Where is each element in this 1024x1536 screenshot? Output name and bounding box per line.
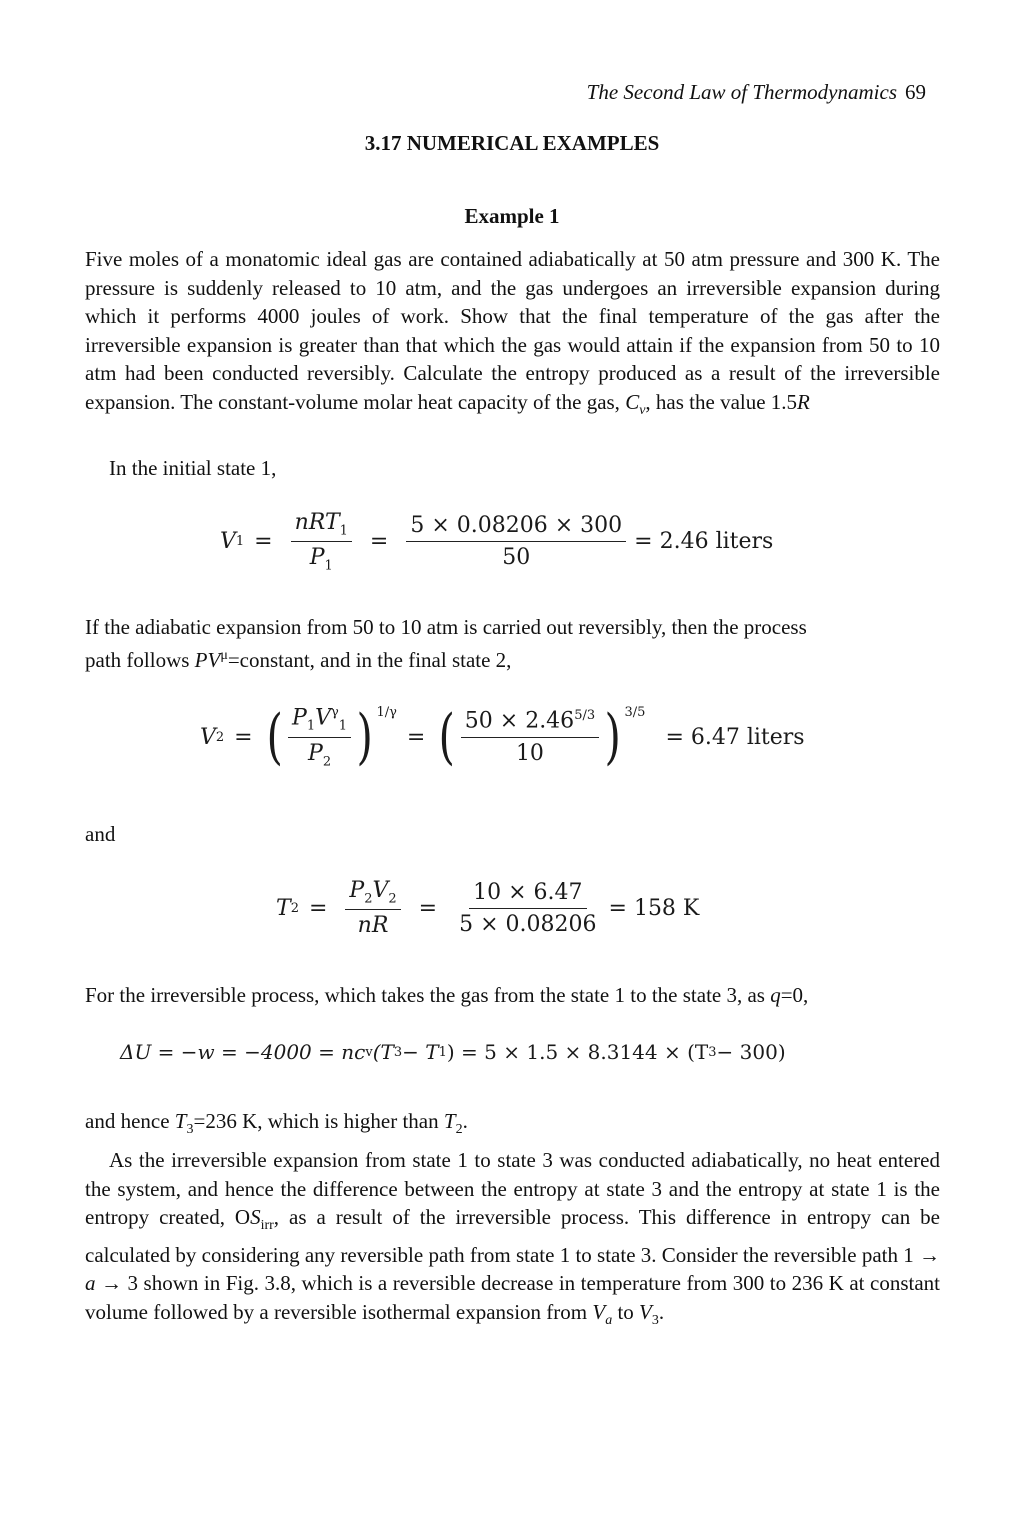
example-title: Example 1 [464, 204, 560, 228]
final-paragraph: As the irreversible expansion from state 1 to state 3 was conducted adiabatically, no heat entered the system, and hence the difference between the entropy at state 3 and the entropy at state 1 is the entropy created, $OS_{irr}$, as a result of the irreversible process. This difference in entropy can be calculated by considering any reversible path from state 1 to state 3. Consider the reversible path 1 → a → 3 shown in Fig. 3.8, which is a reversible decrease in temperature from 300 to 236 K at constant volume followed by a reversible isothermal expansion from $V_a$ to $V_3$. [85, 1148, 940, 1328]
problem-paragraph: Five moles of a monatomic ideal gas are contained adiabatically at 50 atm pressure and 300 K. The pressure is suddenly released to 10 atm, and the gas undergoes an irreversible expansion during which it performs 4000 joules of work. Show that the final temperature of the gas after the irreversible expansion is greater than that which the gas would attain if the expansion from 50 to 10 atm had been conducted reversibly. Calculate the entropy produced as a result of the irreversible expansion. The constant-volume molar heat capacity of the gas, $C_v$, has the value 1.5R [85, 247, 940, 418]
section-title: 3.17 NUMERICAL EXAMPLES [364, 131, 660, 155]
equation-delta-u: ΔU = −w = −4000 = nc v (T 3 − T 1 ) = 5 × 1.5 × 8.3144 × (T 3 − 300) [120, 1040, 786, 1064]
hence-text: and hence $T_3=236$ K, which is higher than $T_2$. [85, 1109, 468, 1138]
running-header [587, 80, 926, 105]
irreversible-text: For the irreversible process, which takes the gas from the state 1 to the state 3, as q=0, [85, 983, 809, 1007]
page-number: 69 [905, 80, 926, 104]
equation-t2: T 2 = $\frac{P_2V_2}{nR}$ = $\frac{10 \times 6.47}{5 \times 0.08206}$ = 158 K [276, 878, 700, 939]
equation-v2: V 2 = ( $\frac{P_1V^\gamma_1}{P_2}$ ) $^{1/\gamma}$ = ( $\frac{50 \times 2.46^{5/3}}{10}$ ) $^{3/5}$ = 6.47 liters [200, 702, 805, 773]
equation-v1: V 1 = $\frac{nRT_1}{P_1}$ = $\frac{5 \times 0.08206 \times 300}{50}$ = 2.46 liters [220, 510, 774, 574]
adiabatic-paragraph: If the adiabatic expansion from 50 to 10 atm is carried out reversibly, then the process path follows $PV^\mu=constant$, and in the final state 2, [85, 615, 807, 672]
and-text: and [85, 822, 116, 846]
running-title: The Second Law of Thermodynamics [586, 80, 897, 104]
initial-state-text: In the initial state 1, [109, 456, 277, 480]
